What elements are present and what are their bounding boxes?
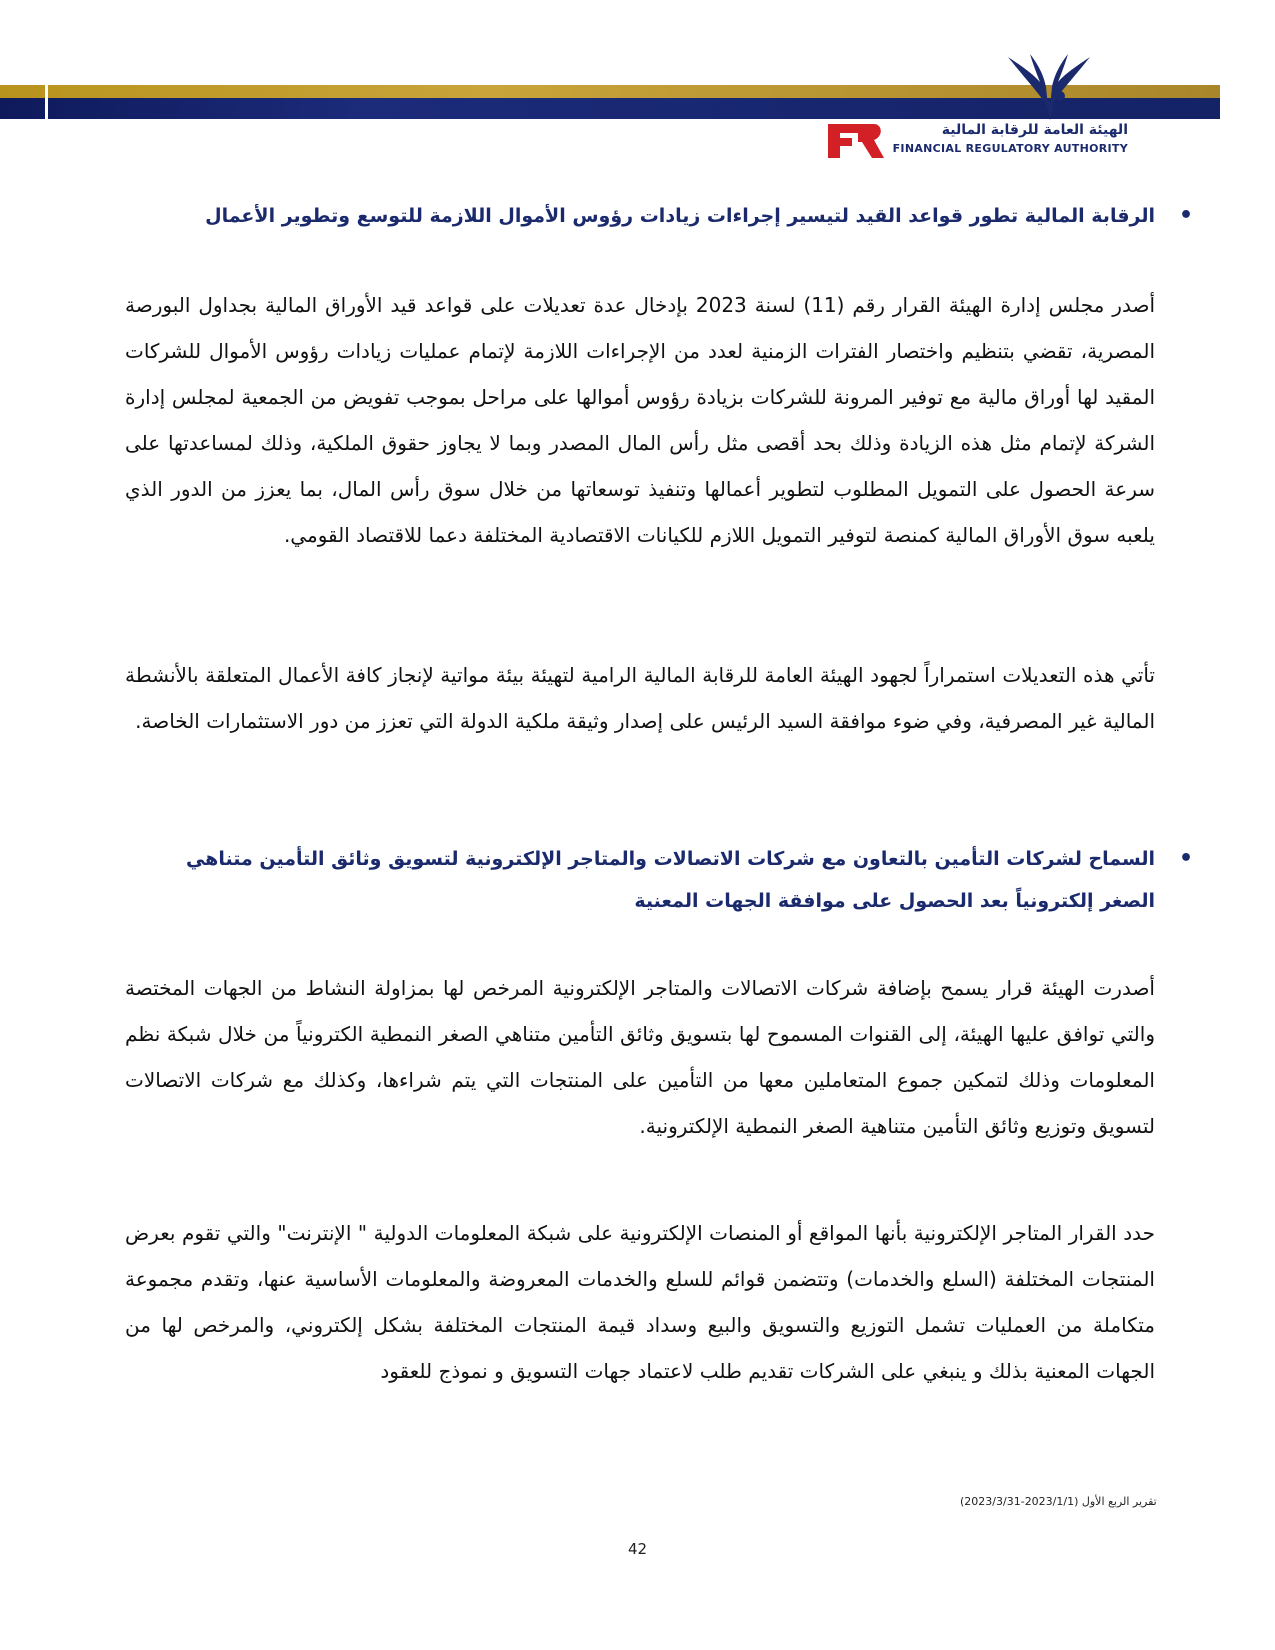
fra-monogram-icon [828,122,888,162]
fra-logo [868,52,1128,164]
section1-heading [125,195,1193,237]
section2-paragraph-1 [125,965,1155,1149]
section2-paragraph-2 [125,1210,1155,1394]
section1-paragraph-1 [125,282,1155,558]
section2-heading-text: السماح لشركات التأمين بالتعاون مع شركات الاتصالات والمتاجر الإلكترونية لتسويق وثائق التأمين متناهي الصغر إلكترونياً بعد الحصول على موافقة الجهات المعنية [185,848,1155,912]
bullet-icon: • [1178,203,1193,228]
section1-paragraph-2 [125,652,1155,744]
page-number: 42 [627,1540,648,1558]
section1-heading-text: الرقابة المالية تطور قواعد القيد لتيسير إجراءات زيادات رؤوس الأموال اللازمة للتوسع وتطوير الأعمال [205,205,1155,227]
bullet-icon: • [1178,846,1193,871]
paragraph-text: أصدر مجلس إدارة الهيئة القرار رقم (11) لسنة 2023 بإدخال عدة تعديلات على قواعد قيد الأوراق المالية بجداول البورصة المصرية، تقضي بتنظيم واختصار الفترات الزمنية لعدد من الإجراءات اللازمة لإتمام عمليات زيادات رؤوس الأموال للشركات المقيد لها أوراق مالية مع توفير المرونة للشركات بزيادة رؤوس أموالها على مراحل بموجب تفويض من الجمعية لمجلس إدارة الشركة لإتمام مثل هذه الزيادة وذلك بحد أقصى مثل رأس المال المصدر وبما لا يجاوز حقوق الملكية، وذلك لمساعدتها على سرعة الحصول على التمويل المطلوب لتطوير أعمالها وتنفيذ توسعاتها من خلال سوق رأس المال، بما يعزز من الدور الذي يلعبه سوق الأوراق المالية كمنصة لتوفير التمويل اللازم للكيانات الاقتصادية المختلفة دعما للاقتصاد القومي. [125,293,1155,547]
logo-english-text: FINANCIAL REGULATORY AUTHORITY [892,142,1128,155]
paragraph-text: تأتي هذه التعديلات استمراراً لجهود الهيئة العامة للرقابة المالية الرامية لتهيئة بيئة مواتية لإنجاز كافة الأعمال المتعلقة بالأنشطة المالية غير المصرفية، وفي ضوء موافقة السيد الرئيس على إصدار وثيقة ملكية الدولة التي تعزز من دور الاستثمارات الخاصة. [125,663,1155,733]
logo-arabic-text: الهيئة العامة للرقابة المالية [941,122,1128,138]
paragraph-text: حدد القرار المتاجر الإلكترونية بأنها المواقع أو المنصات الإلكترونية على شبكة المعلومات الدولية " الإنترنت" والتي تقوم بعرض المنتجات المختلفة (السلع والخدمات) وتتضمن قوائم للسلع والخدمات المعروضة والمعلومات الأساسية عنها، وتقدم مجموعة متكاملة من العمليات تشمل التوزيع والتسويق والبيع وسداد قيمة المنتجات المختلفة بشكل إلكتروني، والمرخص لها من الجهات المعنية بذلك و ينبغي على الشركات تقديم طلب لاعتماد جهات التسويق و نموذج للعقود [125,1221,1155,1383]
eagle-icon [988,52,1108,122]
header-divider-tick [45,85,48,119]
section2-heading [125,838,1193,922]
report-period-note: تقرير الربع الأول (2023/1/1-2023/3/31) [960,1495,1157,1508]
paragraph-text: أصدرت الهيئة قرار يسمح بإضافة شركات الاتصالات والمتاجر الإلكترونية المرخص لها بمزاولة النشاط من الجهات المختصة والتي توافق عليها الهيئة، إلى القنوات المسموح لها بتسويق وثائق التأمين متناهي الصغر النمطية الكترونياً من خلال شبكة نظم المعلومات وذلك لتمكين جموع المتعاملين معها من التأمين على المنتجات التي يتم شراءها، وكذلك مع شركات الاتصالات لتسويق وتوزيع وثائق التأمين متناهية الصغر النمطية الإلكترونية. [125,976,1155,1138]
